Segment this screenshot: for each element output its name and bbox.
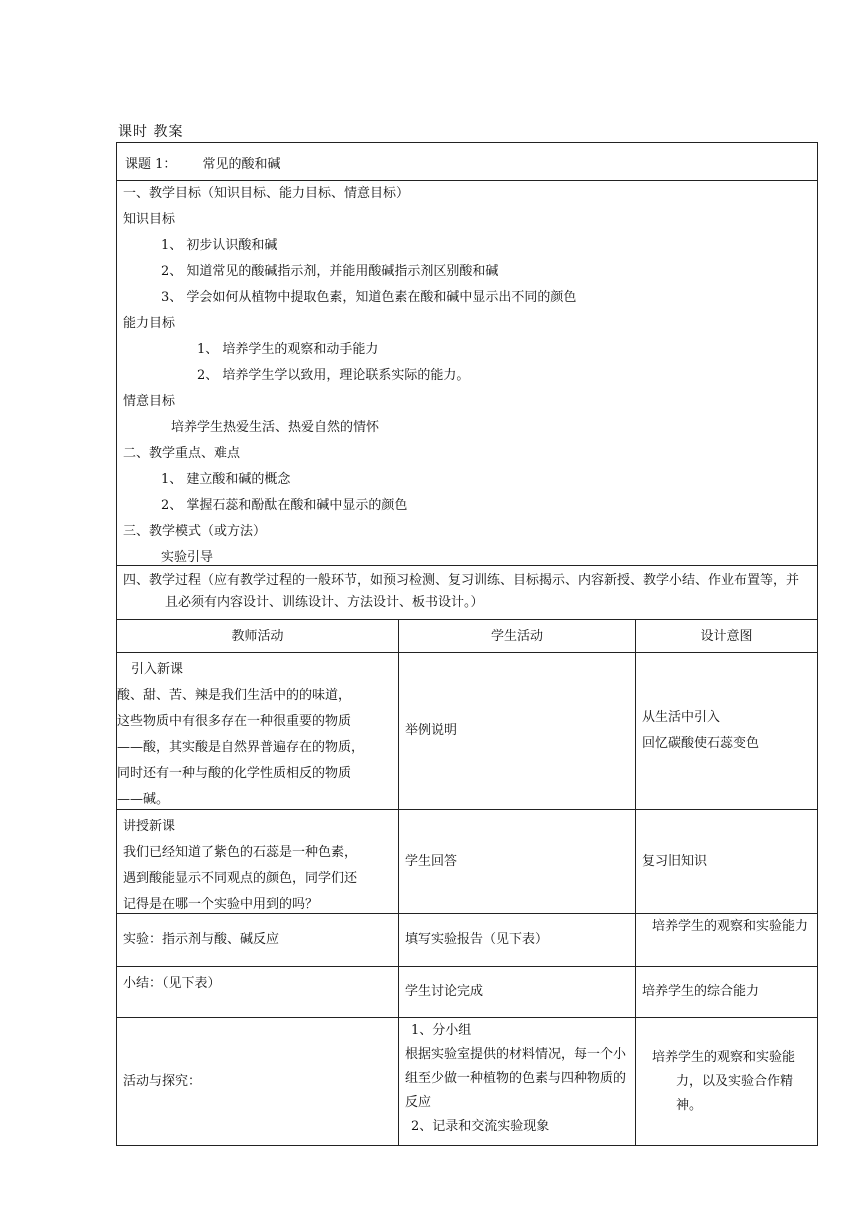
ability-goals-title: 能力目标 xyxy=(123,316,176,331)
column-header-intent: 设计意图 xyxy=(636,620,817,653)
knowledge-goals-title: 知识目标 xyxy=(123,212,176,227)
teacher-line: 我们已经知道了紫色的石蕊是一种色素， xyxy=(123,845,358,860)
teacher-cell-experiment xyxy=(117,914,399,967)
section-heading-method: 三、教学模式（或方法） xyxy=(123,524,267,539)
emotion-goals-title: 情意目标 xyxy=(123,394,176,409)
student-cell-intro xyxy=(399,653,636,810)
teacher-line: 酸、甜、苦、辣是我们生活中的的味道， xyxy=(117,688,352,703)
method-text: 实验引导 xyxy=(161,550,214,565)
intent-cell-summary xyxy=(636,967,817,1018)
teacher-cell-summary xyxy=(117,967,399,1018)
key-point-item: 2、 掌握石蕊和酚酞在酸和碱中显示的颜色 xyxy=(161,498,408,513)
intent-text: 培养学生的综合能力 xyxy=(642,984,760,999)
section-heading-key-points: 二、教学重点、难点 xyxy=(123,446,241,461)
column-header-student: 学生活动 xyxy=(399,620,636,653)
teacher-line: 这些物质中有很多存在一种很重要的物质 xyxy=(117,714,352,729)
intent-cell-experiment xyxy=(636,914,817,967)
teacher-cell-explore xyxy=(117,1018,399,1145)
student-text: 填写实验报告（见下表） xyxy=(405,932,549,947)
intent-cell-new-lesson xyxy=(636,810,817,914)
topic-value: 常见的酸和碱 xyxy=(202,157,281,172)
knowledge-item: 3、 学会如何从植物中提取色素，知道色素在酸和碱中显示出不同的颜色 xyxy=(161,290,577,305)
student-line: 2、记录和交流实验现象 xyxy=(411,1119,550,1134)
intent-line: 回忆碳酸使石蕊变色 xyxy=(642,736,760,751)
column-header-teacher: 教师活动 xyxy=(117,620,399,653)
intent-line: 从生活中引入 xyxy=(642,710,721,725)
student-text: 举例说明 xyxy=(405,723,458,738)
teacher-cell-title: 讲授新课 xyxy=(123,819,176,834)
emotion-goals-text: 培养学生热爱生活、热爱自然的情怀 xyxy=(171,420,380,435)
intent-text: 复习旧知识 xyxy=(642,853,708,869)
teacher-line: 遇到酸能显示不同观点的颜色，同学们还 xyxy=(123,871,358,886)
intent-cell-intro xyxy=(636,653,817,810)
teacher-line: ——碱。 xyxy=(117,792,170,807)
teacher-cell-intro xyxy=(117,653,399,810)
knowledge-item: 2、 知道常见的酸碱指示剂，并能用酸碱指示剂区别酸和碱 xyxy=(161,264,499,279)
student-cell-explore xyxy=(399,1018,636,1145)
teacher-text: 活动与探究： xyxy=(123,1073,202,1089)
teacher-line: ——酸，其实酸是自然界普遍存在的物质， xyxy=(117,740,365,755)
teacher-text: 小结：（见下表） xyxy=(123,976,221,991)
ability-item: 2、 培养学生学以致用，理论联系实际的能力。 xyxy=(197,368,470,383)
student-cell-new-lesson xyxy=(399,810,636,914)
intent-text: 培养学生的观察和实验能力 xyxy=(652,919,809,934)
student-line: 根据实验室提供的材料情况，每一个小组至少做一种植物的色素与四种物质的反应 xyxy=(405,1047,627,1110)
document-heading: 课时 教案 xyxy=(118,124,184,140)
student-text: 学生讨论完成 xyxy=(405,984,484,999)
section-heading-goals: 一、教学目标（知识目标、能力目标、情意目标） xyxy=(123,186,410,201)
student-line: 1、分小组 xyxy=(411,1023,472,1038)
ability-item: 1、 培养学生的观察和动手能力 xyxy=(197,342,379,357)
intent-cell-explore xyxy=(636,1018,817,1145)
topic-row xyxy=(117,143,817,181)
topic-label: 课题 1： xyxy=(125,157,177,172)
process-section xyxy=(117,566,817,620)
process-heading-line2: 且必须有内容设计、训练设计、方法设计、板书设计。） xyxy=(165,595,484,610)
activity-table xyxy=(117,620,817,1145)
teacher-cell-title: 引入新课 xyxy=(131,662,184,677)
student-text: 学生回答 xyxy=(405,853,458,869)
knowledge-item: 1、 初步认识酸和碱 xyxy=(161,238,278,253)
process-heading-line1: 四、教学过程（应有教学过程的一般环节，如预习检测、复习训练、目标揭示、内容新授、教学小结、作业布置等，并 xyxy=(123,573,800,588)
student-cell-experiment xyxy=(399,914,636,967)
teacher-line: 记得是在哪一个实验中用到的吗？ xyxy=(123,897,319,912)
teacher-line: 同时还有一种与酸的化学性质相反的物质 xyxy=(117,766,352,781)
student-cell-summary xyxy=(399,967,636,1018)
intent-text: 培养学生的观察和实验能力，以及实验合作精神。 xyxy=(652,1049,796,1113)
teacher-text: 实验：指示剂与酸、碱反应 xyxy=(123,932,280,947)
lesson-plan-table xyxy=(116,142,818,1146)
goals-section xyxy=(117,181,817,566)
key-point-item: 1、 建立酸和碱的概念 xyxy=(161,472,291,487)
teacher-cell-new-lesson xyxy=(117,810,399,914)
